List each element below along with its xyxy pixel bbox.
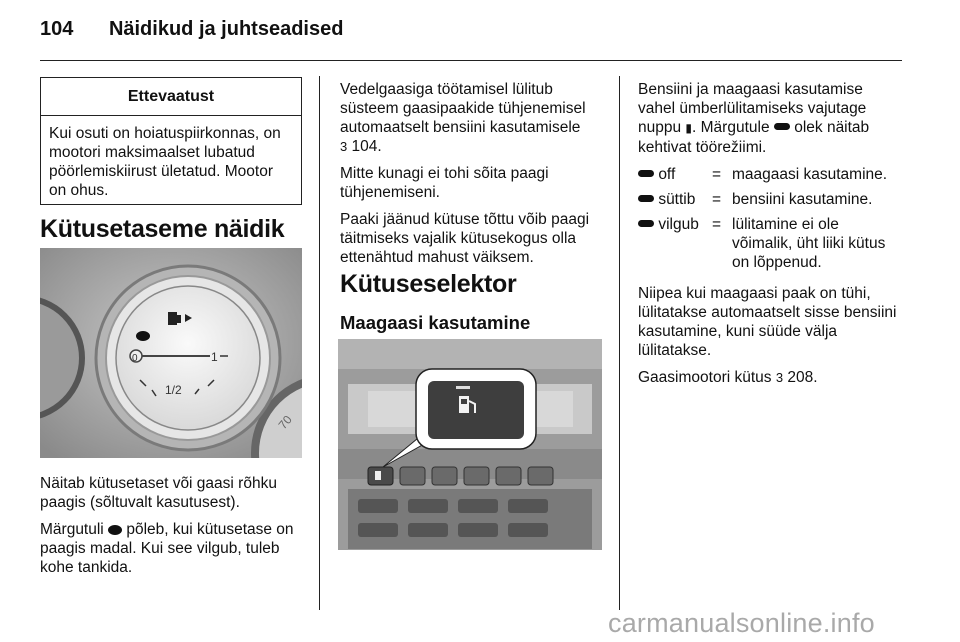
warning-title: Ettevaatust	[41, 78, 301, 116]
column-3-para-3: Gaasimootori kütus 3 208.	[638, 369, 818, 386]
warning-text: Kui osuti on hoiatuspiirkonnas, on mootori maksimaalset lubatud pöörlemiskiirust ületatud. Mootor on ohus.	[49, 125, 281, 199]
column-divider-2	[619, 76, 620, 610]
column-divider-1	[319, 76, 320, 610]
fuel-gauge-para-2: Märgutuli põleb, kui kütusetase on paagis madal. Kui see vilgub, tuleb kohe tankida.	[40, 521, 294, 576]
fuel-selector-figure	[338, 339, 602, 550]
fuel-gauge-para-1: Näitab kütusetaset või gaasi rõhku paagis (sõltuvalt kasutusest).	[40, 475, 277, 511]
column-2-para-3: Paaki jäänud kütuse tõttu võib paagi täitmiseks vajalik kütusekogus olla ettenähtud mahust väiksem.	[340, 211, 590, 266]
indicator-light-icon	[638, 170, 654, 177]
natural-gas-heading: Maagaasi kasutamine	[340, 312, 531, 333]
page-header	[40, 18, 343, 41]
fuel-gauge-text	[40, 474, 310, 585]
gauge-one: 1	[211, 350, 218, 364]
indicator-light-icon	[638, 195, 654, 202]
gauge-zero: 0	[132, 353, 138, 364]
fuel-selector-button-icon: ▮	[685, 121, 693, 135]
column-3-intro: Bensiini ja maagaasi kasutamise vahel ümberlülitamiseks vajutage nuppu ▮. Märgutule olek näitab kehtivat töörežiimi.	[638, 81, 870, 156]
column-3-para-2: Niipea kui maagaasi paak on tühi, lülitatakse automaatselt sisse bensiini kasutamine, kuni süüde välja lülitatakse.	[638, 285, 897, 359]
indicator-light-icon	[774, 123, 790, 130]
page-reference-icon: 3	[775, 370, 784, 385]
state-row: off = maagaasi kasutamine.	[638, 165, 902, 190]
page-number: 104	[40, 18, 74, 40]
indicator-states-table	[638, 165, 902, 278]
column-2-para-2: Mitte kunagi ei tohi sõita paagi tühjenemiseni.	[340, 165, 549, 201]
state-row: süttib = bensiini kasutamine.	[638, 190, 902, 215]
state-row: vilgub = lülitamine ei ole võimalik, üht liiki kütus on lõppenud.	[638, 215, 902, 278]
fuel-gauge-heading: Kütusetaseme näidik	[40, 215, 285, 243]
fuel-gauge-figure	[40, 248, 302, 458]
indicator-light-icon	[638, 220, 654, 227]
page-title: Näidikud ja juhtseadised	[108, 18, 344, 40]
column-3-text	[638, 80, 908, 395]
fuel-warning-light-icon	[108, 525, 122, 535]
watermark: carmanualsonline.info	[608, 608, 875, 638]
warning-box	[40, 77, 302, 205]
column-2-text	[340, 80, 608, 275]
fuel-selector-heading: Kütuseselektor	[340, 270, 517, 298]
page-reference-icon: 3	[340, 139, 348, 154]
column-2-para-1: Vedelgaasiga töötamisel lülitub süsteem gaasipaakide tühjenemisel automaatselt bensiini kasutamisele 3 104.	[340, 81, 586, 155]
gauge-half: 1/2	[165, 383, 182, 397]
header-rule	[40, 60, 902, 61]
speedo-label: 70	[275, 412, 295, 432]
